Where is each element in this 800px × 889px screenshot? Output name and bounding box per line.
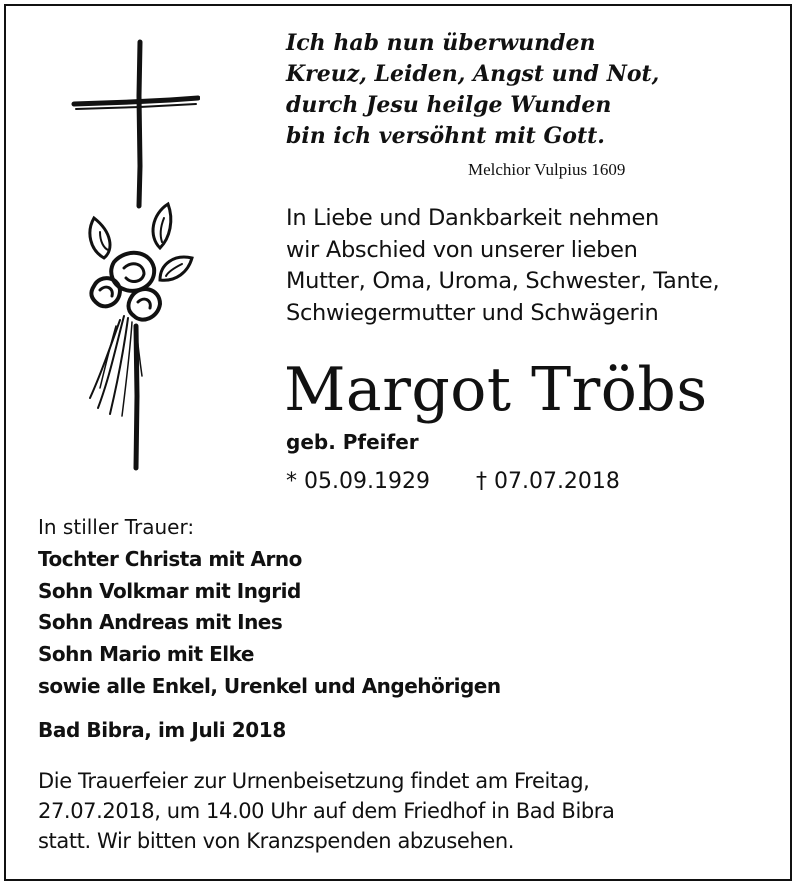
verse-line: Kreuz, Leiden, Angst und Not,: [286, 61, 660, 87]
funeral-line: statt. Wir bitten von Kranzspenden abzusehen.: [38, 829, 515, 853]
birth-date: * 05.09.1929: [286, 469, 430, 494]
mourner-line: Sohn Mario mit Elke: [38, 642, 254, 667]
memorial-verse: [286, 28, 659, 152]
death-date: † 07.07.2018: [475, 469, 620, 494]
verse-line: bin ich versöhnt mit Gott.: [286, 123, 605, 149]
verse-attribution: Melchior Vulpius 1609: [468, 160, 626, 179]
mourner-line: Sohn Andreas mit Ines: [38, 610, 283, 635]
maiden-name: geb. Pfeifer: [286, 430, 419, 454]
mourner-line: Sohn Volkmar mit Ingrid: [38, 578, 301, 603]
deceased-name: Margot Tröbs: [284, 355, 708, 425]
verse-line: durch Jesu heilge Wunden: [286, 92, 612, 118]
place-and-date: Bad Bibra, im Juli 2018: [38, 718, 286, 742]
verse-line: Ich hab nun überwunden: [286, 30, 596, 56]
intro-line: Mutter, Oma, Uroma, Schwester, Tante,: [286, 268, 720, 294]
mourner-line: Tochter Christa mit Arno: [38, 546, 302, 571]
intro-line: Schwiegermutter und Schwägerin: [286, 299, 659, 326]
life-dates: [286, 469, 620, 494]
intro-text: [286, 203, 719, 329]
mourner-line: sowie alle Enkel, Urenkel und Angehörigen: [38, 673, 501, 698]
funeral-line: Die Trauerfeier zur Urnenbeisetzung findet am Freitag,: [38, 769, 590, 793]
cross-with-roses-icon: [70, 36, 200, 476]
funeral-line: 27.07.2018, um 14.00 Uhr auf dem Friedhof in Bad Bibra: [38, 799, 615, 823]
mourners-block: [38, 512, 501, 703]
mourning-heading: In stiller Trauer:: [38, 515, 195, 539]
intro-line: In Liebe und Dankbarkeit nehmen: [286, 205, 660, 231]
intro-line: wir Abschied von unserer lieben: [286, 236, 638, 263]
funeral-info: [38, 766, 615, 856]
